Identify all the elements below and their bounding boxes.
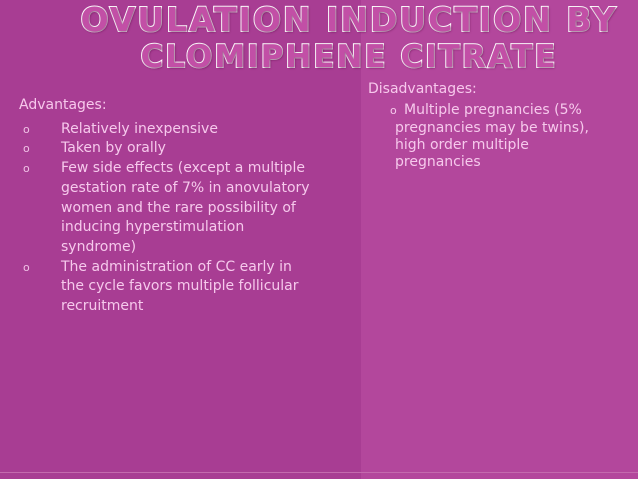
disadvantages-heading: Disadvantages: — [368, 81, 477, 97]
advantages-item-text: Relatively inexpensive — [61, 120, 218, 137]
advantages-section — [19, 96, 319, 317]
disadvantages-item — [368, 102, 608, 171]
bullet-icon: o — [23, 260, 30, 274]
slide-title — [0, 0, 638, 73]
advantages-item — [19, 120, 319, 140]
advantages-item — [19, 258, 319, 317]
bottom-divider — [0, 472, 638, 473]
title-line-1: OVULATION INDUCTION BY — [80, 0, 618, 39]
advantages-item-text: Taken by orally — [61, 140, 166, 157]
bullet-icon: o — [23, 142, 30, 156]
title-line-2: CLOMIPHENE CITRATE — [140, 39, 558, 75]
bullet-icon: o — [390, 104, 397, 118]
advantages-item — [19, 139, 319, 159]
disadvantages-item-text: Multiple pregnancies (5% pregnancies may be twins), high order multiple pregnancies — [395, 102, 589, 171]
bullet-icon: o — [23, 162, 30, 176]
advantages-item-text: The administration of CC early in the cycle favors multiple follicular recruitment — [61, 258, 299, 315]
advantages-item-text: Few side effects (except a multiple gestation rate of 7% in anovulatory women and the rare possibility of inducing hyperstimulation syndrome) — [61, 160, 310, 255]
disadvantages-section — [368, 81, 608, 171]
bullet-icon: o — [23, 122, 30, 136]
advantages-heading: Advantages: — [19, 97, 107, 113]
advantages-item — [19, 159, 319, 258]
